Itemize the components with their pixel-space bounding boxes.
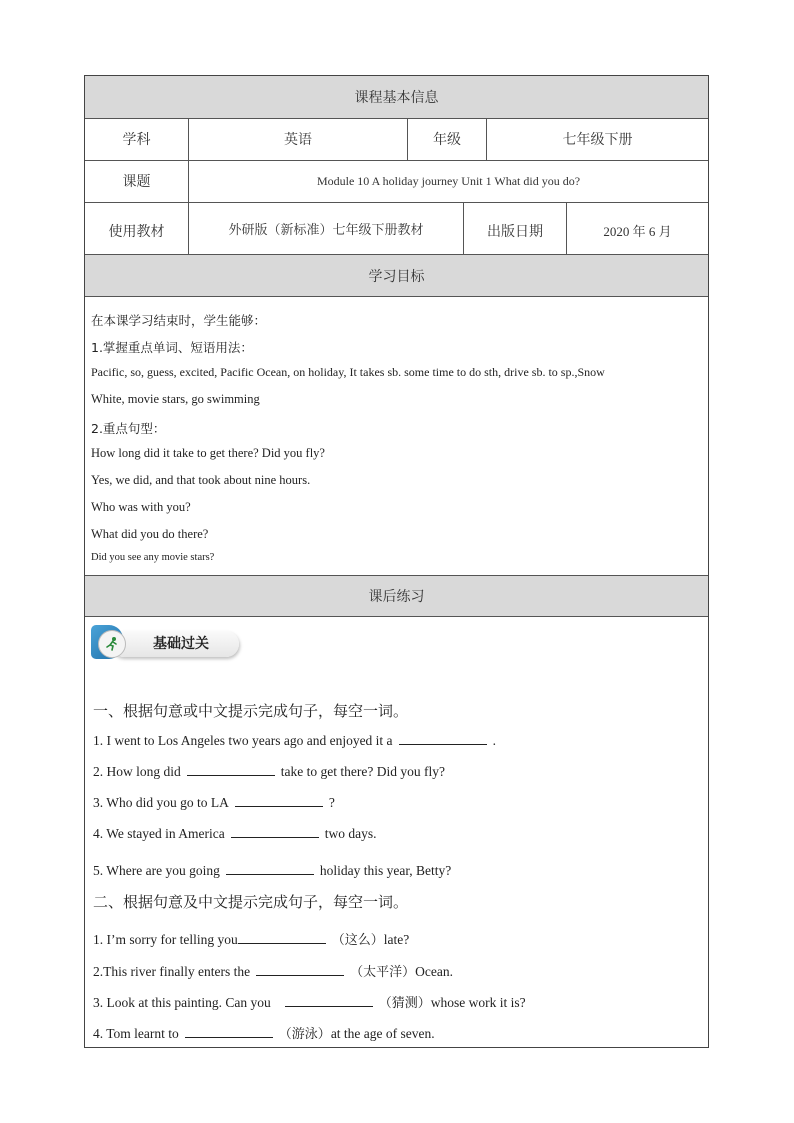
publish-label: 出版日期 (487, 223, 543, 240)
exercise-text: 2. How long did (93, 764, 181, 779)
chinese-hint: （这么） (331, 933, 384, 948)
chinese-hint: （猜测） (378, 996, 431, 1011)
exercise-item (93, 825, 377, 842)
exercise-text: . (492, 733, 496, 748)
exercise-item (93, 961, 453, 980)
textbook-label: 使用教材 (108, 224, 165, 240)
divider (566, 202, 567, 254)
document-table (84, 75, 709, 1048)
section-header-text: 学习目标 (368, 268, 425, 285)
grade-label: 年级 (433, 132, 461, 148)
vocab-line: Pacific, so, guess, excited, Pacific Ocean, on holiday, It takes sb. some time to do sth, drive sb. to sp.,Snow (91, 365, 605, 379)
key-sentence: Who was with you? (91, 500, 191, 514)
divider (188, 160, 189, 202)
subject-label: 学科 (122, 132, 151, 148)
runner-icon (98, 630, 126, 658)
exercise-text: Ocean. (415, 964, 453, 979)
topic-label: 课题 (122, 174, 151, 190)
key-sentence: Yes, we did, and that took about nine hours. (91, 473, 311, 487)
answer-blank[interactable] (235, 794, 323, 807)
exercise-item (93, 732, 496, 749)
grade-value: 七年级下册 (562, 132, 633, 148)
divider (486, 118, 487, 160)
key-sentence: Did you see any movie stars? (91, 552, 215, 563)
answer-blank[interactable] (256, 963, 344, 976)
exercise-text: take to get there? Did you fly? (280, 764, 445, 779)
exercise-text: whose work it is? (430, 995, 526, 1010)
part2-heading: 二、根据句意及中文提示完成句子，每空一词。 (93, 893, 409, 911)
topic-value: Module 10 A holiday journey Unit 1 What did you do? (316, 173, 581, 188)
exercise-text: 1. I’m sorry for telling you (93, 932, 238, 947)
exercise-text: 5. Where are you going (93, 863, 220, 878)
answer-blank[interactable] (238, 931, 326, 944)
divider (85, 616, 708, 617)
divider (188, 118, 189, 160)
divider (463, 202, 464, 254)
exercise-text: 4. We stayed in America (93, 826, 225, 841)
textbook-value: 外研版（新标准）七年级下册教材 (228, 222, 424, 238)
section-header-exercises (85, 576, 708, 616)
exercise-text: ? (328, 795, 335, 810)
exercise-item (93, 929, 409, 948)
exercise-text: two days. (324, 826, 377, 841)
divider (85, 296, 708, 297)
answer-blank[interactable] (187, 763, 275, 776)
answer-blank[interactable] (185, 1025, 273, 1038)
objectives-intro: 在本课学习结束时，学生能够： (91, 313, 267, 328)
section-header-text: 课后练习 (368, 589, 425, 605)
section-header-text: 课程基本信息 (354, 90, 439, 106)
exercise-text: late? (383, 932, 410, 947)
answer-blank[interactable] (285, 994, 373, 1007)
exercise-item (93, 1023, 435, 1042)
chinese-hint: （游泳） (278, 1027, 331, 1042)
basic-level-badge (91, 625, 241, 661)
exercise-item (93, 794, 335, 811)
divider (407, 118, 408, 160)
exercise-item (93, 992, 526, 1011)
exercise-text: 3. Look at this painting. Can you (93, 995, 271, 1010)
divider (188, 202, 189, 254)
exercise-text: 4. Tom learnt to (93, 1026, 179, 1041)
publish-value: 2020 年 6 月 (603, 224, 672, 239)
subject-value: 英语 (284, 132, 312, 148)
exercise-item (93, 862, 451, 879)
answer-blank[interactable] (231, 825, 319, 838)
answer-blank[interactable] (399, 732, 487, 745)
exercise-text: at the age of seven. (330, 1026, 435, 1041)
exercise-text: 3. Who did you go to LA (93, 795, 229, 810)
objectives-item1-title: 1.掌握重点单词、短语用法： (91, 340, 253, 355)
vocab-line: White, movie stars, go swimming (91, 392, 260, 406)
answer-blank[interactable] (226, 862, 314, 875)
exercise-text: 2.This river finally enters the (93, 964, 251, 979)
badge-label: 基础过关 (153, 636, 209, 652)
key-sentence: How long did it take to get there? Did you fly? (91, 446, 325, 460)
exercise-text: holiday this year, Betty? (319, 863, 452, 878)
section-header-course-info (85, 76, 708, 118)
section-header-objectives (85, 255, 708, 296)
part1-heading: 一、根据句意或中文提示完成句子，每空一词。 (93, 702, 409, 720)
key-sentence: What did you do there? (91, 527, 209, 541)
exercise-item (93, 763, 445, 780)
objectives-item2-title: 2.重点句型： (91, 421, 166, 436)
chinese-hint: （太平洋） (350, 965, 416, 980)
exercise-text: 1. I went to Los Angeles two years ago and enjoyed it a (93, 733, 393, 748)
